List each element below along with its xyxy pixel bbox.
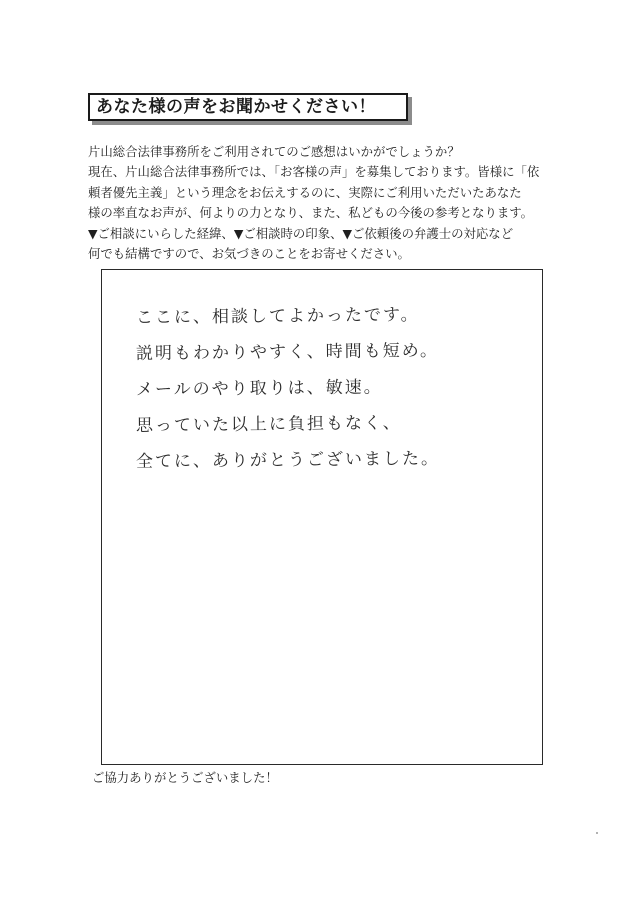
intro-text — [88, 142, 558, 264]
handwritten-comment — [136, 300, 440, 480]
comment-line: メールのやり取りは、敏速。 — [135, 377, 383, 400]
page-title: あなた様の声をお聞かせください！ — [88, 93, 408, 121]
comment-line: 全てに、ありがとうございました。 — [135, 448, 441, 472]
intro-line: 現在、片山総合法律事務所では、「お客様の声」を募集しております。皆様に「依 — [88, 164, 540, 180]
comment-line: 説明もわかりやすく、時間も短め。 — [135, 340, 440, 364]
closing-message: ご協力ありがとうございました！ — [92, 770, 278, 785]
comment-box — [101, 269, 543, 765]
intro-line: 頼者優先主義」という理念をお伝えするのに、実際にご利用いただいたあなた — [88, 184, 522, 200]
scan-speck — [596, 832, 598, 834]
comment-line: 思っていた以上に負担もなく、 — [135, 413, 402, 436]
intro-line: ▼ご相談にいらした経緯、▼ご相談時の印象、▼ご依頼後の弁護士の対応など — [88, 225, 514, 241]
intro-line: 片山総合法律事務所をご利用されてのご感想はいかがでしょうか？ — [88, 144, 460, 159]
intro-line: 何でも結構ですので、お気づきのことをお寄せください。 — [88, 246, 410, 262]
intro-line: 様の率直なお声が、何よりの力となり、また、私どもの今後の参考となります。 — [88, 205, 534, 221]
comment-line: ここに、相談してよかったです。 — [135, 305, 420, 328]
